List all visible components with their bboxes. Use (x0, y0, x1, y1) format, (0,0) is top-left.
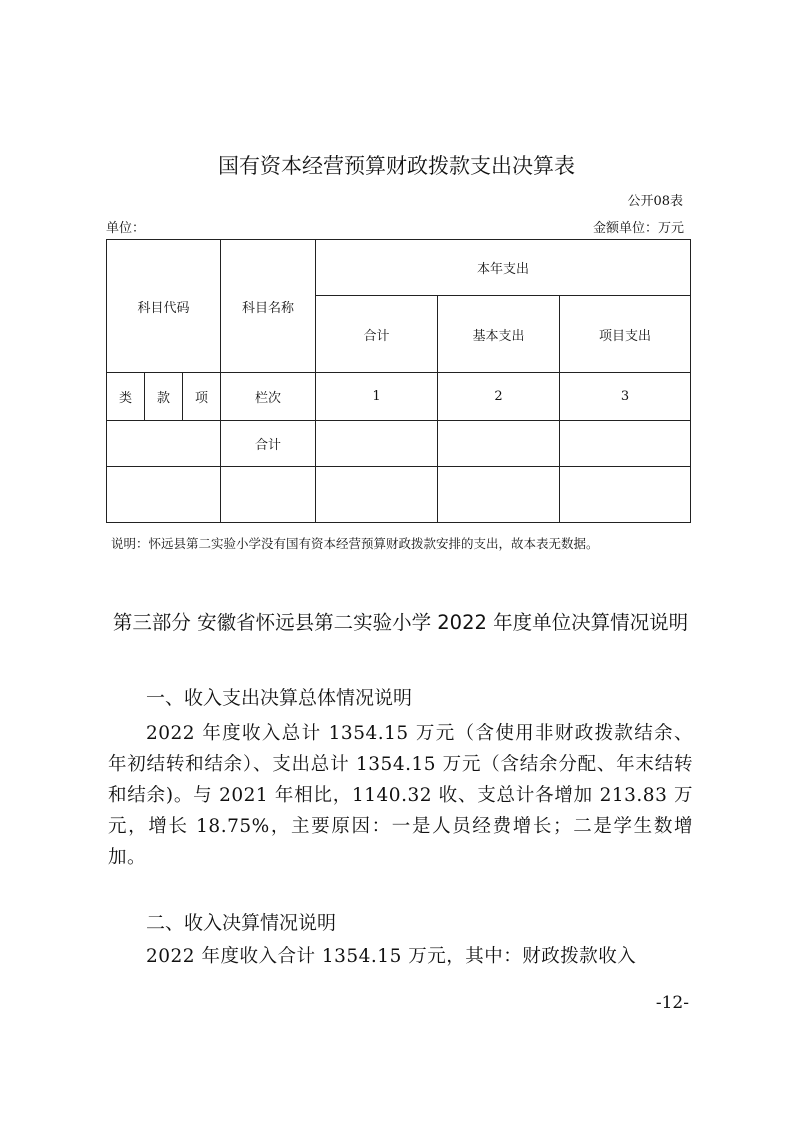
cell-empty (438, 421, 560, 467)
cell-empty (560, 467, 691, 523)
table-note: 说明：怀远县第二实验小学没有国有资本经营预算财政拨款安排的支出，故本表无数据。 (111, 536, 599, 551)
table-row (107, 421, 691, 467)
paragraph-income: 2022 年度收入合计 1354.15 万元，其中：财政拨款收入 (146, 946, 637, 967)
table-header-row (107, 240, 691, 296)
amount-unit-label: 金额单位：万元 (592, 221, 684, 236)
cell-kuan: 款 (145, 373, 183, 421)
unit-label: 单位： (106, 221, 146, 236)
cell-empty (316, 421, 438, 467)
cell-lanci: 栏次 (221, 373, 316, 421)
table-row (107, 467, 691, 523)
cell-lei: 类 (107, 373, 145, 421)
header-project: 项目支出 (560, 296, 691, 373)
header-basic: 基本支出 (438, 296, 560, 373)
cell-xiang: 项 (183, 373, 221, 421)
cell-empty (438, 467, 560, 523)
cell-empty (221, 467, 316, 523)
cell-empty (316, 467, 438, 523)
cell-empty (107, 421, 221, 467)
section-title: 第三部分 安徽省怀远县第二实验小学 2022 年度单位决算情况说明 (112, 611, 689, 634)
header-total: 合计 (316, 296, 438, 373)
paragraph-income-expenditure: 2022 年度收入总计 1354.15 万元（含使用非财政拨款结余、年初结转和结余）、支出总计 1354.15 万元（含结余分配、年末结转和结余)。与 2021 年相比，1140.32 收、支总计各增加 213.83 万元，增长 18.75%，主要原因：一是人员经费增长；二是学生数增加。 (108, 723, 693, 868)
header-subject-name: 科目名称 (221, 240, 316, 373)
header-subject-code: 科目代码 (107, 240, 221, 373)
cell-empty (107, 467, 221, 523)
page-title: 国有资本经营预算财政拨款支出决算表 (218, 154, 575, 178)
page-number: -12- (655, 993, 689, 1013)
table-code: 公开08表 (627, 194, 683, 209)
heading-income: 二、收入决算情况说明 (146, 912, 337, 934)
cell-empty (560, 421, 691, 467)
heading-income-expenditure: 一、收入支出决算总体情况说明 (146, 687, 413, 709)
table-row (107, 373, 691, 421)
expenditure-table (106, 239, 691, 523)
cell-col-1: 1 (316, 373, 438, 421)
cell-total-label: 合计 (221, 421, 316, 467)
cell-col-2: 2 (438, 373, 560, 421)
header-current-year: 本年支出 (316, 240, 691, 296)
cell-col-3: 3 (560, 373, 691, 421)
